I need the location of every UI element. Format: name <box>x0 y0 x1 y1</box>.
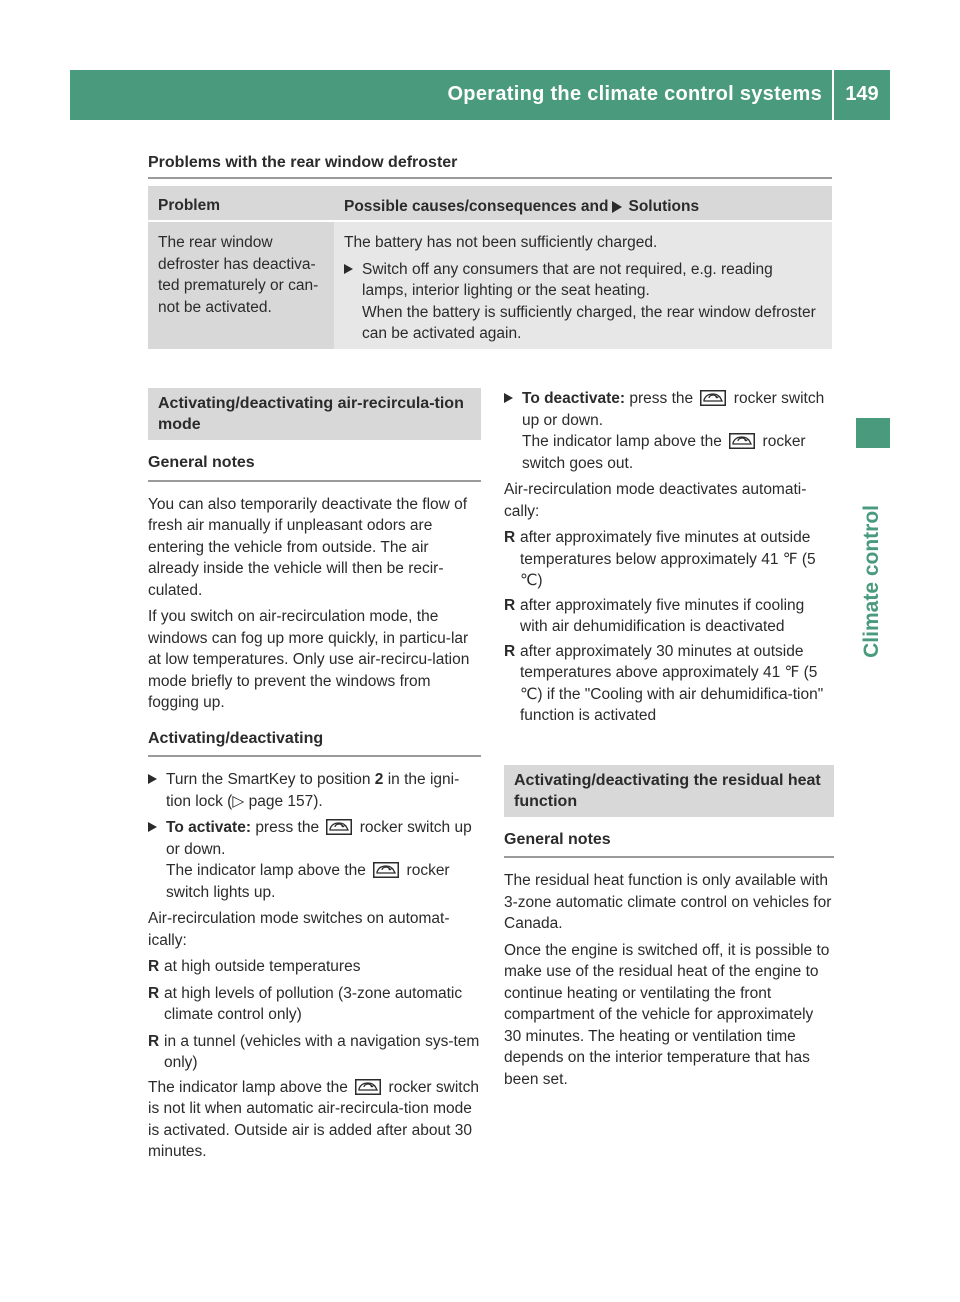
bullet-icon: R <box>148 1032 160 1050</box>
list-item <box>504 641 834 727</box>
final-text-a: The indicator lamp above the <box>148 1078 348 1096</box>
step-deactivate-note-a: The indicator lamp above the <box>522 433 722 450</box>
subheading-general-notes-residual: General notes <box>504 829 834 859</box>
recirculation-icon <box>326 819 352 835</box>
list-item-text: at high levels of pollution (3-zone automatic climate control only) <box>164 984 463 1023</box>
residual-para-1: The residual heat function is only available with 3-zone automatic climate control on vehicles for Canada. <box>504 872 832 932</box>
bullet-icon: R <box>148 984 160 1002</box>
step-activate-note-a: The indicator lamp above the <box>166 862 366 879</box>
list-item-text: after approximately 30 minutes at outside temperatures above approximately 41 ℉ (5 ℃) if the "Cooling with air dehumidifica-tion" function is activated <box>520 642 824 724</box>
recirc-para-1: You can also temporarily deactivate the flow of fresh air manually if unpleasant odors are entering the vehicle from outside. The air already inside the vehicle will then be recir-culated. <box>148 495 468 599</box>
recirc-para-2: If you switch on air-recirculation mode, the windows can fog up more quickly, in particu-lar at low temperatures. Only use air-recircu-lation mode briefly to prevent the windows from fogging up. <box>148 608 470 711</box>
page-ref-arrow-icon: ▷ <box>232 792 245 810</box>
solution-note: When the battery is sufficiently charged, the rear window defroster can be activated again. <box>362 303 816 342</box>
page-header <box>70 70 832 120</box>
step-activate <box>148 817 481 903</box>
list-item <box>148 956 481 978</box>
list-item <box>148 1031 481 1074</box>
step-deactivate-text-a: press the <box>629 390 694 407</box>
final-text-b: rocker switch is not lit when automatic air-recircula-tion mode is activated. Outside air is added after about 30 minutes. <box>148 1078 479 1160</box>
table-row <box>148 222 832 349</box>
table-cell-problem: The rear window defroster has deactiva-ted prematurely or can-not be activated. <box>148 222 334 349</box>
list-item-text: at high outside temperatures <box>164 958 361 975</box>
step-deactivate-note-b: rocker switch goes out. <box>522 433 806 472</box>
page-number: 149 <box>845 83 879 106</box>
step-deactivate-text-b: rocker switch up or down. <box>522 390 825 429</box>
cause-text: The battery has not been sufficiently charged. <box>344 234 658 251</box>
recirculation-icon <box>729 433 755 449</box>
arrow-right-icon <box>612 201 622 213</box>
step1-text-b: in the igni-tion lock ( <box>166 771 460 810</box>
side-tab-label <box>852 468 892 658</box>
list-item <box>148 983 481 1026</box>
left-column <box>148 388 481 1168</box>
recirc-final-para <box>148 1077 481 1163</box>
step1-text-c: ). <box>313 792 323 810</box>
solution-step-text: Switch off any consumers that are not required, e.g. reading lamps, interior lighting or the seat heating. <box>362 260 773 299</box>
residual-para-2: Once the engine is switched off, it is possible to make use of the residual heat of the engine to continue heating or ventilating the front compartment of the vehicle for approximately 30 minutes. The heating or ventilation time depends on the interior temperature that has been set. <box>504 941 830 1088</box>
table-col-problem: Problem <box>158 197 221 214</box>
auto-deactivate-intro: Air-recirculation mode deactivates automati-cally: <box>504 481 807 520</box>
side-tab-marker <box>856 418 890 448</box>
step1-position: 2 <box>374 771 384 788</box>
section-title-residual-heat: Activating/deactivating the residual heat function <box>504 765 834 817</box>
step1-text-a: Turn the SmartKey to position <box>166 771 371 788</box>
bullet-icon: R <box>504 642 516 660</box>
arrow-right-icon <box>148 774 157 784</box>
list-item-text: in a tunnel (vehicles with a navigation sys-tem only) <box>164 1032 480 1071</box>
recirculation-icon <box>355 1079 381 1095</box>
step-activate-text-b: rocker switch up or down. <box>166 819 472 858</box>
arrow-right-icon <box>148 822 157 832</box>
table-header-row <box>148 186 832 220</box>
table-cell-solution <box>344 232 822 345</box>
step-activate-text-a: press the <box>255 819 320 836</box>
table-col-causes-label: Possible causes/consequences and <box>344 198 609 215</box>
arrow-right-icon <box>504 393 513 403</box>
chapter-title: Operating the climate control systems <box>447 83 822 106</box>
arrow-right-icon <box>344 264 353 274</box>
page-number-box <box>834 70 890 120</box>
step-turn-key <box>148 769 481 812</box>
page-reference-link[interactable]: page 157 <box>248 792 314 810</box>
side-tab-text: Climate control <box>860 505 884 658</box>
auto-switch-on-intro: Air-recirculation mode switches on automat-ically: <box>148 910 450 949</box>
step-deactivate-label: To deactivate: <box>522 390 626 407</box>
list-item <box>504 595 834 638</box>
step-activate-note-b: rocker switch lights up. <box>166 862 450 901</box>
recirculation-icon <box>700 390 726 406</box>
section-title-recirculation: Activating/deactivating air-recircula-tion mode <box>148 388 481 440</box>
list-item-text: after approximately five minutes at outside temperatures below approximately 41 ℉ (5 ℃) <box>520 529 816 589</box>
table-rule <box>148 177 832 179</box>
table-col-solutions-label: Solutions <box>628 198 700 215</box>
list-item-text: after approximately five minutes if cooling with air dehumidification is deactivated <box>520 596 805 635</box>
recirculation-icon <box>373 862 399 878</box>
subheading-activating: Activating/deactivating <box>148 728 481 758</box>
step-deactivate <box>504 388 834 474</box>
bullet-icon: R <box>148 958 160 975</box>
step-activate-label: To activate: <box>166 819 251 836</box>
solution-step <box>344 259 822 345</box>
subheading-general-notes: General notes <box>148 452 481 482</box>
bullet-icon: R <box>504 596 516 614</box>
list-item <box>504 527 834 592</box>
bullet-icon: R <box>504 529 516 546</box>
right-column <box>504 388 834 1095</box>
table-col-solutions <box>344 196 699 218</box>
table-heading: Problems with the rear window defroster <box>148 154 458 171</box>
